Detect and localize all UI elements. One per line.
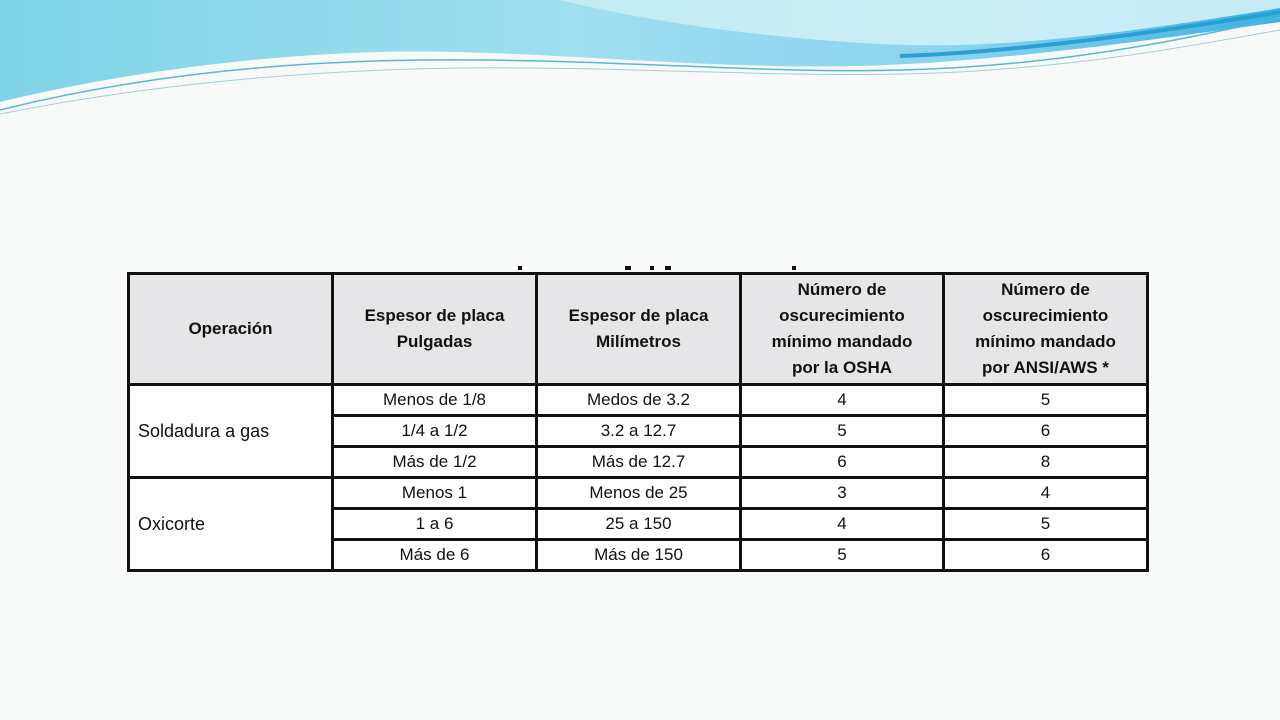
header-thickness-mm: Espesor de placa Milímetros [537, 274, 741, 385]
header-thickness-inches: Espesor de placa Pulgadas [333, 274, 537, 385]
cell-thickness-mm: 25 a 150 [537, 509, 741, 540]
table-row [129, 478, 1148, 509]
cell-thickness-inches: Más de 1/2 [333, 447, 537, 478]
shade-number-table [127, 272, 1149, 572]
shade-number-table-container [127, 272, 1149, 592]
operation-cell-gas-welding: Soldadura a gas [129, 385, 333, 478]
decorative-wave-header [0, 0, 1280, 130]
cell-thickness-inches: Más de 6 [333, 540, 537, 571]
cell-ansi-shade: 5 [944, 509, 1148, 540]
cell-thickness-mm: Más de 150 [537, 540, 741, 571]
header-osha-shade: Número de oscurecimiento mínimo mandado por la OSHA [741, 274, 944, 385]
cell-osha-shade: 5 [741, 416, 944, 447]
cell-ansi-shade: 6 [944, 540, 1148, 571]
cell-ansi-shade: 4 [944, 478, 1148, 509]
cell-thickness-inches: 1/4 a 1/2 [333, 416, 537, 447]
cell-osha-shade: 4 [741, 385, 944, 416]
cell-osha-shade: 5 [741, 540, 944, 571]
header-ansi-shade: Número de oscurecimiento mínimo mandado por ANSI/AWS * [944, 274, 1148, 385]
cell-thickness-inches: Menos de 1/8 [333, 385, 537, 416]
cropped-title-remnant [510, 262, 810, 272]
table-row [129, 385, 1148, 416]
table-header-row [129, 274, 1148, 385]
operation-cell-oxy-cutting: Oxicorte [129, 478, 333, 571]
cell-thickness-mm: Menos de 25 [537, 478, 741, 509]
cell-osha-shade: 4 [741, 509, 944, 540]
cell-thickness-mm: Más de 12.7 [537, 447, 741, 478]
header-operation: Operación [129, 274, 333, 385]
cell-osha-shade: 3 [741, 478, 944, 509]
cell-osha-shade: 6 [741, 447, 944, 478]
cell-thickness-mm: 3.2 a 12.7 [537, 416, 741, 447]
cell-thickness-mm: Medos de 3.2 [537, 385, 741, 416]
cell-thickness-inches: Menos 1 [333, 478, 537, 509]
cell-ansi-shade: 5 [944, 385, 1148, 416]
cell-ansi-shade: 8 [944, 447, 1148, 478]
cell-thickness-inches: 1 a 6 [333, 509, 537, 540]
cell-ansi-shade: 6 [944, 416, 1148, 447]
